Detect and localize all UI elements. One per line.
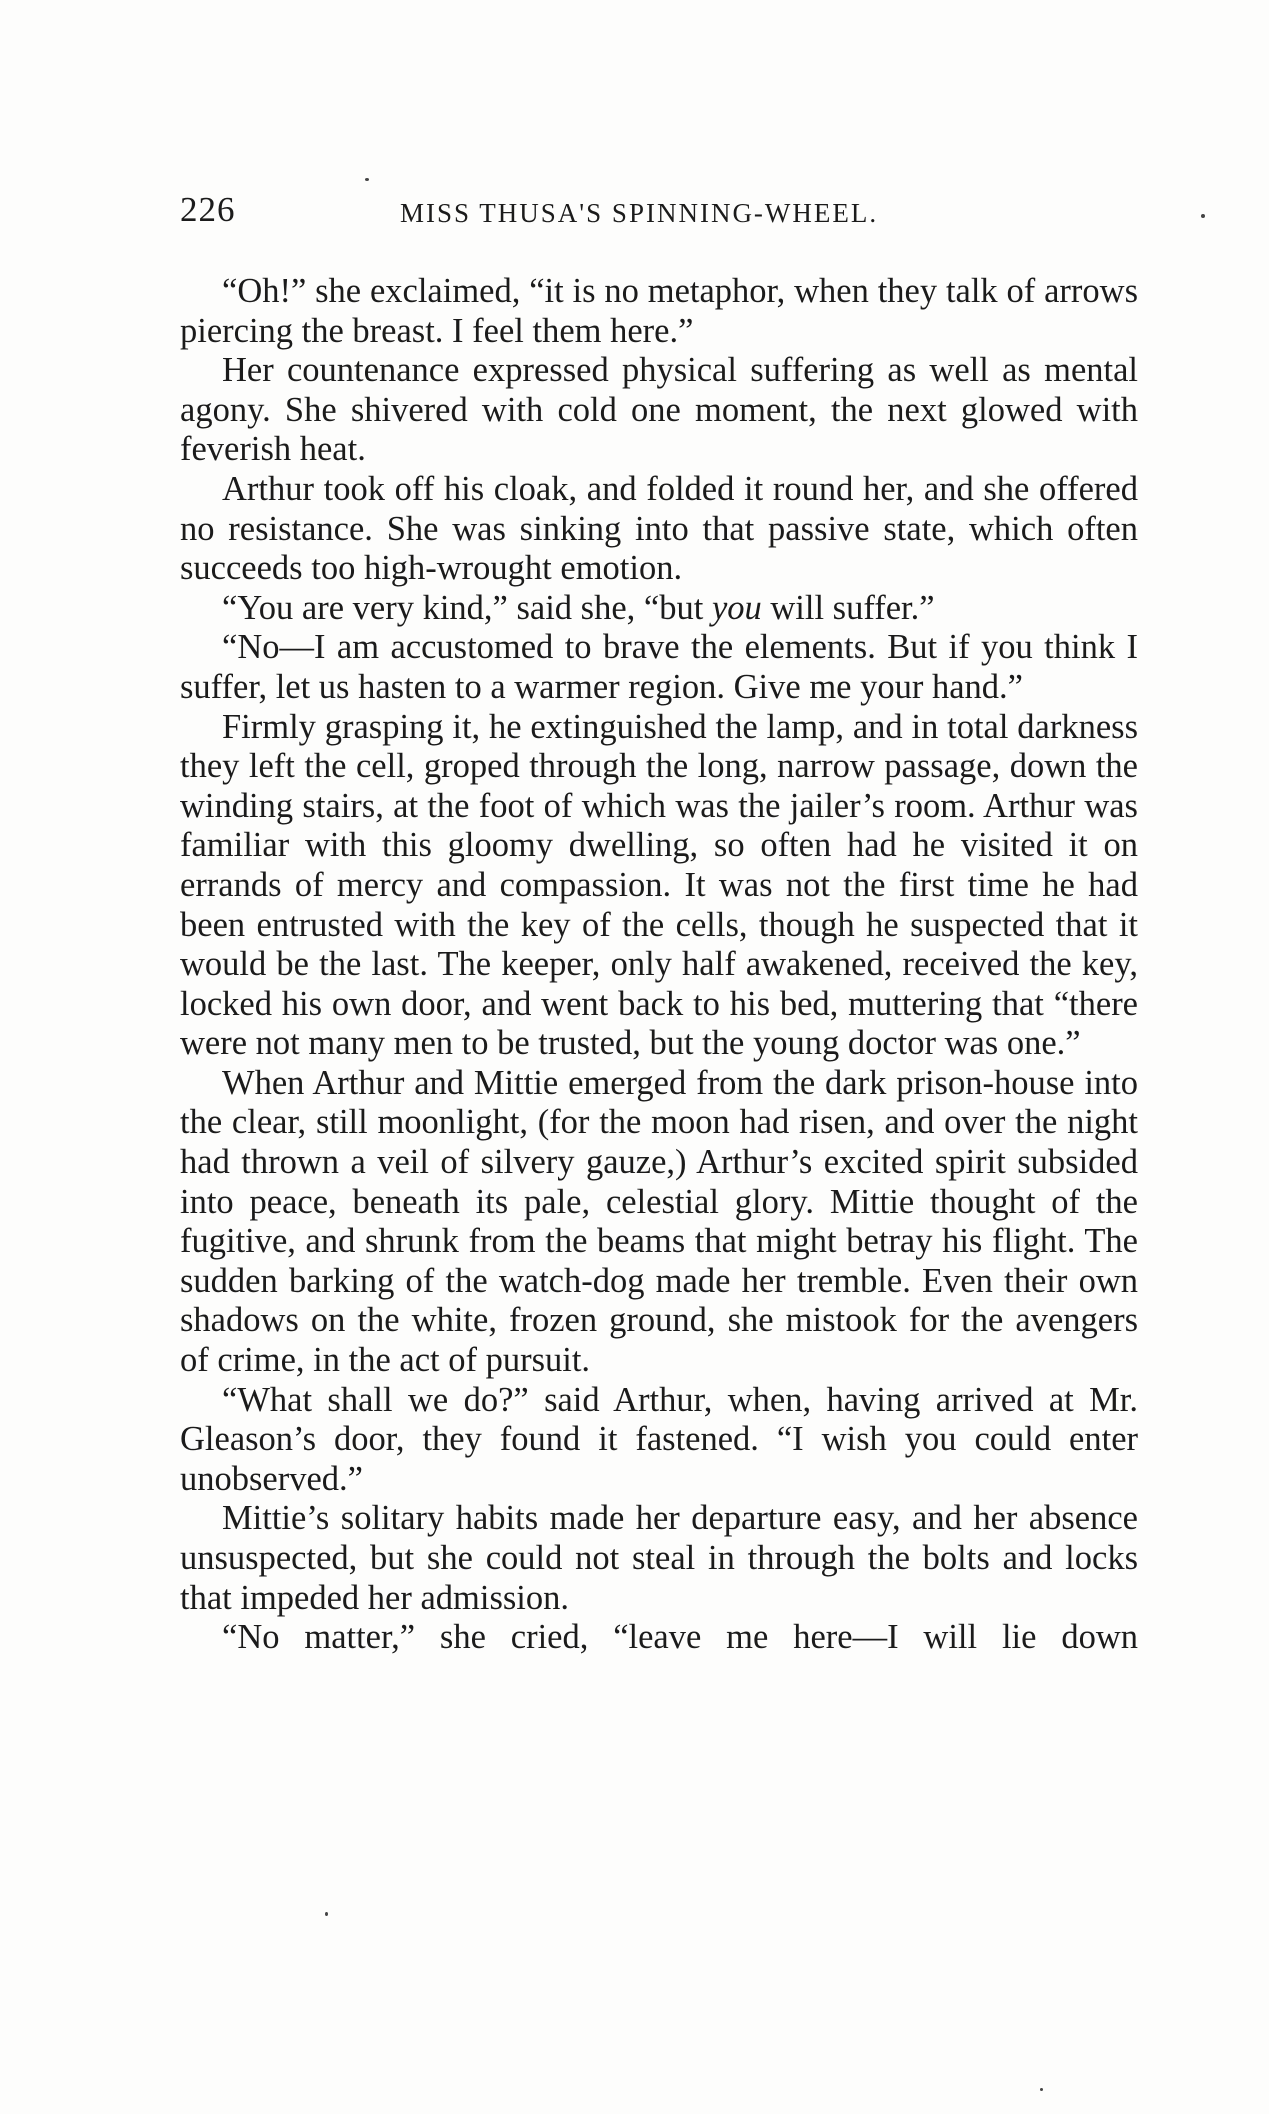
- paragraph-10: “No matter,” she cried, “leave me here—I will lie down: [222, 1618, 1138, 1657]
- paragraph-4-emphasis: you: [711, 588, 762, 627]
- print-speck: [1040, 2088, 1043, 2091]
- paragraph-8: “What shall we do?” said Arthur, when, having arrived at Mr. Gleason’s door, they found it fastened. “I wish you could enter unobserved.”: [180, 1380, 1138, 1498]
- paragraph-2: Her countenance expressed physical suffering as well as mental agony. She shivered with cold one moment, the next glowed with feverish heat.: [180, 351, 1138, 469]
- running-title: MISS THUSA'S SPINNING-WHEEL.: [400, 198, 879, 228]
- page-number: 226: [180, 190, 236, 229]
- page-header: [180, 190, 1210, 240]
- body-text: [180, 272, 1138, 1658]
- paragraph-4: [180, 589, 1138, 629]
- paragraph-6: Firmly grasping it, he extinguished the lamp, and in total darkness they left the cell, groped through the long, narrow passage, down the winding stairs, at the foot of which was the jailer’s room. Arthur was familiar with this gloomy dwelling, so often had he visited it on errands of mercy and compassion. It was not the first time he had been entrusted with the key of the cells, though he suspected that it would be the last. The keeper, only half awakened, received the key, locked his own door, and went back to his bed, muttering that “there were not many men to be trusted, but the young doctor was one.”: [180, 707, 1138, 1063]
- print-speck: [325, 1912, 328, 1916]
- paragraph-4-after: will suffer.”: [761, 588, 935, 627]
- paragraph-9: Mittie’s solitary habits made her departure easy, and her absence unsuspected, but she could not steal in through the bolts and locks that impeded her admission.: [180, 1499, 1138, 1617]
- print-speck: [365, 178, 369, 181]
- paragraph-7: When Arthur and Mittie emerged from the dark prison-house into the clear, still moonlight, (for the moon had risen, and over the night had thrown a veil of silvery gauze,) Arthur’s excited spirit subsided into peace, beneath its pale, celestial glory. Mittie thought of the fugitive, and shrunk from the beams that might betray his flight. The sudden barking of the watch-dog made her tremble. Even their own shadows on the white, frozen ground, she mistook for the avengers of crime, in the act of pursuit.: [180, 1063, 1138, 1380]
- paragraph-5: “No—I am accustomed to brave the elements. But if you think I suffer, let us hasten to a warmer region. Give me your hand.”: [180, 628, 1138, 706]
- paragraph-3: Arthur took off his cloak, and folded it round her, and she offered no resistance. She was sinking into that passive state, which often succeeds too high-wrought emotion.: [180, 469, 1138, 588]
- paragraph-1: “Oh!” she exclaimed, “it is no metaphor, when they talk of arrows piercing the breast. I feel them here.”: [180, 272, 1138, 350]
- print-speck: [1201, 214, 1205, 218]
- paragraph-4-before: “You are very kind,” said she, “but: [222, 588, 712, 627]
